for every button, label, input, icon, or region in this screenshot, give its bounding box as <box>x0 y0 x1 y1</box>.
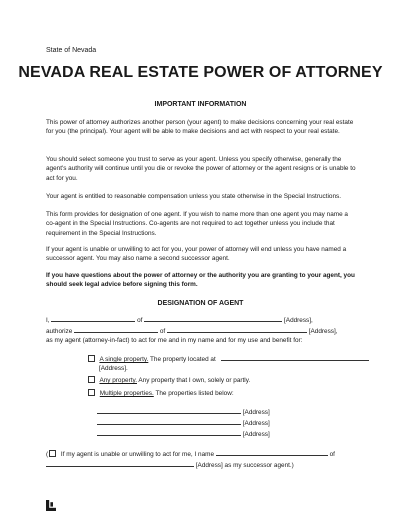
successor-of-label: of <box>329 451 335 458</box>
i-label: I, <box>46 317 50 324</box>
agent-line <box>46 325 338 336</box>
brand-logo-icon <box>46 500 56 511</box>
successor-address-label: [Address] as my successor agent.) <box>195 462 294 469</box>
successor-name-field[interactable] <box>216 448 328 456</box>
multiple-properties-title: Multiple properties. <box>99 390 154 397</box>
single-property-title: A single property. <box>99 356 149 363</box>
important-paragraph-1: This power of attorney authorizes another person (your agent) to make decisions concerning your real estate for you (the principal). Your agent will be able to make decisions and act with respect to your real estate. <box>46 119 354 136</box>
important-paragraph-6: If you have questions about the power of attorney or the authority you are granting to your agent, you should seek legal advice before signing this form. <box>46 272 355 289</box>
important-paragraph-4: This form provides for designation of one agent. If you wish to name more than one agent you may name a co-agent in the Special Instructions. Co-agents are not required to act together unless you include that requirement in the Special Instructions. <box>46 211 348 237</box>
agent-of-label: of <box>159 328 166 335</box>
successor-agent-text: If my agent is unable or unwilling to act for me, I name <box>60 451 215 458</box>
document-title: NEVADA REAL ESTATE POWER OF ATTORNEY <box>18 64 383 81</box>
property-address-field-1[interactable] <box>97 406 241 414</box>
property-address-field-3[interactable] <box>97 428 241 436</box>
single-property-text: The property located at <box>150 356 216 363</box>
any-property-text: Any property that I own, solely or partly. <box>138 377 251 384</box>
important-paragraph-5: If your agent is unable or unwilling to act for you, your power of attorney will end unless you have named a successor agent. You may also name a second successor agent. <box>46 246 347 263</box>
single-property-address-field[interactable] <box>221 353 369 361</box>
multiple-properties-checkbox[interactable] <box>88 389 95 396</box>
principal-name-field[interactable] <box>51 314 135 322</box>
important-info-heading: IMPORTANT INFORMATION <box>154 101 247 108</box>
single-property-checkbox[interactable] <box>88 355 95 362</box>
property-address-label-3: [Address] <box>242 431 270 438</box>
agent-address-field[interactable] <box>167 325 307 333</box>
any-property-title: Any property. <box>99 377 137 384</box>
principal-address-field[interactable] <box>144 314 282 322</box>
any-property-checkbox[interactable] <box>88 376 95 383</box>
single-property-address-label: [Address]. <box>99 365 128 372</box>
successor-address-line <box>46 459 294 470</box>
successor-agent-line <box>46 448 335 459</box>
property-address-row-1 <box>97 406 270 417</box>
option-single-property <box>88 353 369 364</box>
important-paragraph-3: Your agent is entitled to reasonable compensation unless you state otherwise in the Special Instructions. <box>46 193 341 200</box>
property-address-label-1: [Address] <box>242 409 270 416</box>
principal-line <box>46 314 313 325</box>
successor-address-field[interactable] <box>46 459 194 467</box>
successor-open-paren: ( <box>46 451 49 458</box>
option-any-property <box>88 376 250 385</box>
property-address-row-3 <box>97 428 270 439</box>
agent-authority-text: as my agent (attorney-in-fact) to act for me and in my name and for my use and benefit for: <box>46 337 303 344</box>
agent-name-field[interactable] <box>74 325 158 333</box>
multiple-properties-text: The properties listed below: <box>155 390 234 397</box>
property-address-label-2: [Address] <box>242 420 270 427</box>
property-address-field-2[interactable] <box>97 417 241 425</box>
address-label: [Address], <box>284 317 313 324</box>
property-address-row-2 <box>97 417 270 428</box>
state-label: State of Nevada <box>46 47 97 54</box>
authorize-label: authorize <box>46 328 73 335</box>
agent-address-label: [Address], <box>308 328 338 335</box>
successor-agent-checkbox[interactable] <box>49 450 56 457</box>
option-multiple-properties <box>88 389 234 398</box>
of-label: of <box>137 317 143 324</box>
important-paragraph-2: You should select someone you trust to serve as your agent. Unless you specify otherwise, generally the agent's authority will continue until you die or revoke the power of attorney or the agent resigns or is unable to act for you. <box>46 156 356 182</box>
designation-heading: DESIGNATION OF AGENT <box>157 300 244 307</box>
